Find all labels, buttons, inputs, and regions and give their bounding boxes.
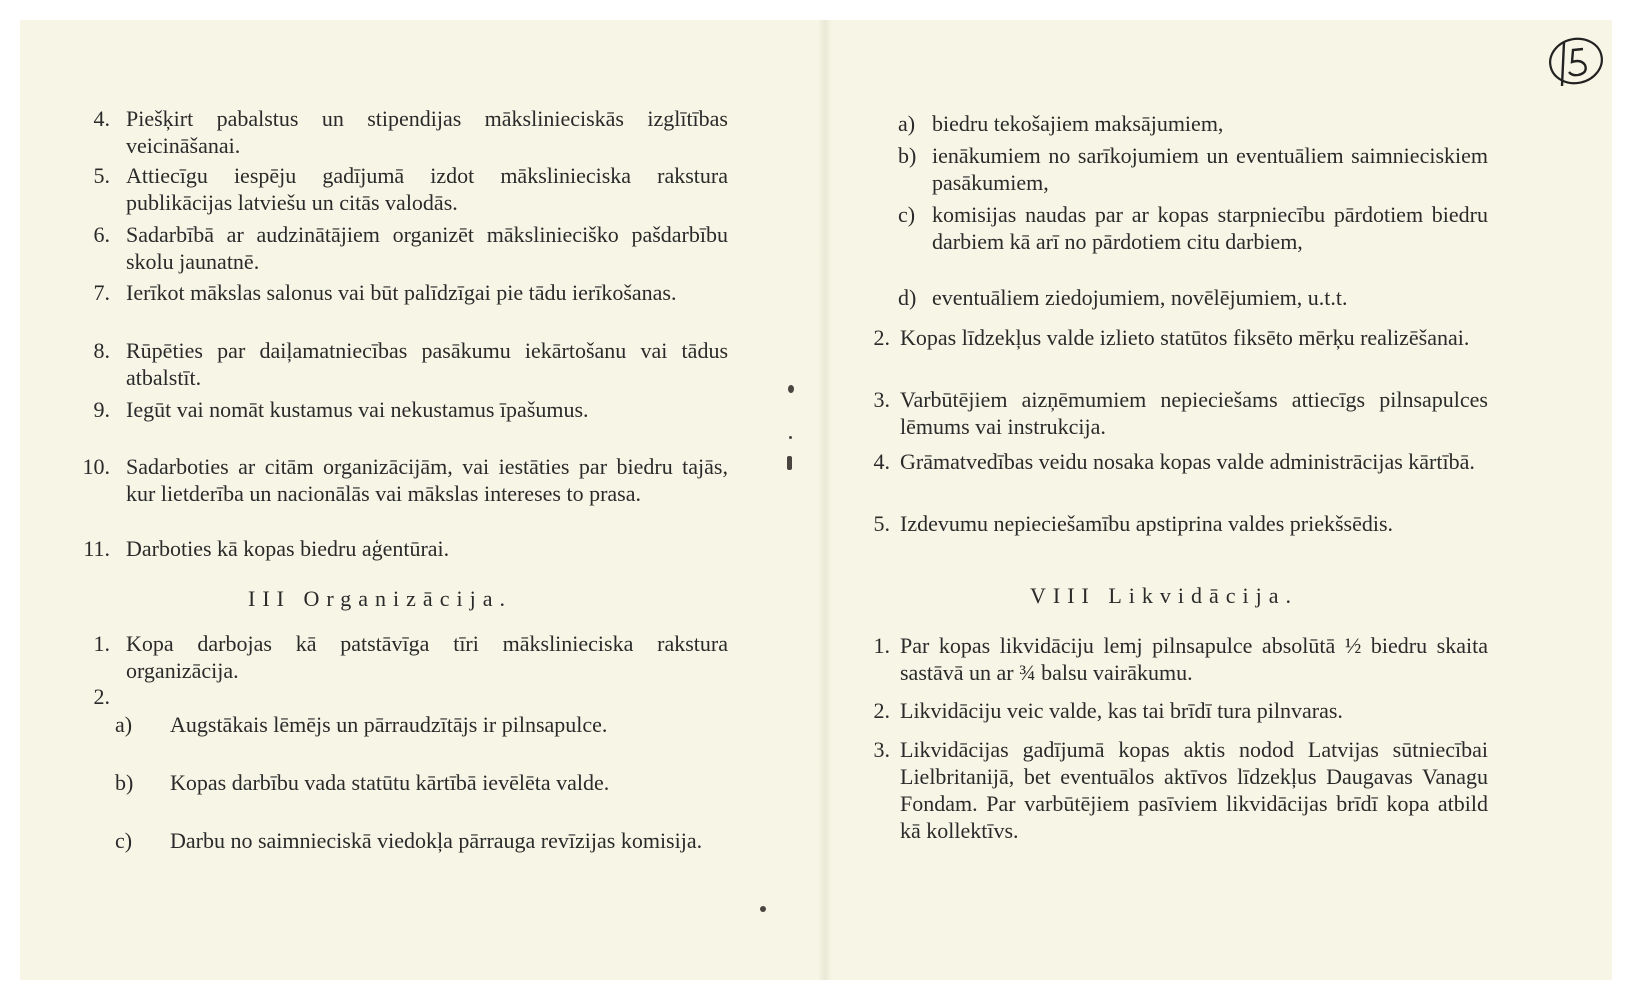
- item-number: 9.: [93, 397, 110, 422]
- subitem: Kopas darbību vada statūtu kārtībā ievēlēta valde.: [170, 770, 610, 795]
- subitem: eventuāliem ziedojumiem, novēlējumiem, u.t.t.: [932, 285, 1348, 310]
- subitem-label: b): [898, 143, 917, 168]
- ink-speck: [789, 436, 792, 439]
- subitem-label: c): [115, 828, 133, 853]
- list-item: Varbūtējiem aizņēmumiem nepieciešams attiecīgs pilnsapulces lēmums vai instrukcija.: [900, 387, 1488, 439]
- list-item: Iegūt vai nomāt kustamus vai nekustamus īpašumus.: [126, 397, 589, 422]
- handwritten-page-number: [1545, 32, 1605, 92]
- item-number: 10.: [82, 454, 110, 479]
- subitem: komisijas naudas par ar kopas starpniecību pārdotiem biedru darbiem kā arī no pārdotiem citu darbiem,: [932, 202, 1488, 254]
- list-item: Darboties kā kopas biedru aģentūrai.: [126, 536, 450, 561]
- subitem: Darbu no saimnieciskā viedokļa pārrauga revīzijas komisija.: [170, 828, 703, 853]
- ink-speck: [760, 906, 766, 912]
- list-item: Par kopas likvidāciju lemj pilnsapulce absolūtā ½ biedru skaita sastāvā un ar ¾ balsu vairākumu.: [900, 633, 1488, 685]
- ink-speck: [788, 385, 794, 393]
- list-item: Kopas līdzekļus valde izlieto statūtos fiksēto mērķu realizēšanai.: [900, 325, 1470, 350]
- item-number: 11.: [83, 536, 110, 561]
- item-number: 2.: [873, 325, 890, 350]
- section-heading: III Organizācija.: [248, 586, 512, 611]
- item-number: 8.: [93, 338, 110, 363]
- item-number: 6.: [93, 222, 110, 247]
- item-number: 5.: [93, 163, 110, 188]
- item-number: 1.: [873, 633, 890, 658]
- item-number: 7.: [93, 280, 110, 305]
- list-item: Kopa darbojas kā patstāvīga tīri mākslinieciska rakstura organizācija.: [126, 631, 728, 683]
- subitem-label: a): [898, 111, 916, 136]
- list-item: Likvidāciju veic valde, kas tai brīdī tura pilnvaras.: [900, 698, 1343, 723]
- list-item: Izdevumu nepieciešamību apstiprina valdes priekšsēdis.: [900, 511, 1394, 536]
- item-number: 4.: [873, 449, 890, 474]
- ink-speck: [787, 456, 792, 470]
- list-item: Sadarbībā ar audzinātājiem organizēt mākslinieciško pašdarbību skolu jaunatnē.: [126, 222, 728, 274]
- page-fold: [818, 20, 832, 980]
- subitem-label: d): [898, 285, 917, 310]
- list-item: Grāmatvedības veidu nosaka kopas valde administrācijas kārtībā.: [900, 449, 1475, 474]
- list-item: Rūpēties par daiļamatniecības pasākumu iekārtošanu vai tādus atbalstīt.: [126, 338, 728, 390]
- list-item: Attiecīgu iespēju gadījumā izdot mākslinieciska rakstura publikācijas latviešu un citās valodās.: [126, 163, 728, 215]
- item-number: 2.: [93, 684, 110, 709]
- subitem-label: a): [115, 712, 133, 737]
- list-item: Piešķirt pabalstus un stipendijas mākslinieciskās izglītības veicināšanai.: [126, 106, 728, 158]
- item-number: 3.: [873, 387, 890, 412]
- subitem-label: c): [898, 202, 916, 227]
- subitem: ienākumiem no sarīkojumiem un eventuāliem saimnieciskiem pasākumiem,: [932, 143, 1488, 195]
- item-number: 5.: [873, 511, 890, 536]
- list-item: Likvidācijas gadījumā kopas aktis nodod Latvijas sūtniecībai Lielbritanijā, bet eventuālos aktīvos līdzekļus Daugavas Vanagu Fondam. Par varbūtējiem pasīviem likvidācijas brīdī kopa atbild kā kollektīvs.: [900, 737, 1488, 843]
- section-heading: VIII Likvidācija.: [1030, 583, 1299, 608]
- item-number: 3.: [873, 737, 890, 762]
- item-number: 4.: [93, 106, 110, 131]
- subitem: biedru tekošajiem maksājumiem,: [932, 111, 1224, 136]
- item-number: 2.: [873, 698, 890, 723]
- subitem-label: b): [115, 770, 134, 795]
- document-sheet: [20, 20, 1612, 980]
- list-item: Sadarboties ar citām organizācijām, vai iestāties par biedru tajās, kur lietderība un nacionālās vai mākslas intereses to prasa.: [126, 454, 728, 506]
- subitem: Augstākais lēmējs un pārraudzītājs ir pilnsapulce.: [170, 712, 608, 737]
- list-item: Ierīkot mākslas salonus vai būt palīdzīgai pie tādu ierīkošanas.: [126, 280, 677, 305]
- item-number: 1.: [93, 631, 110, 656]
